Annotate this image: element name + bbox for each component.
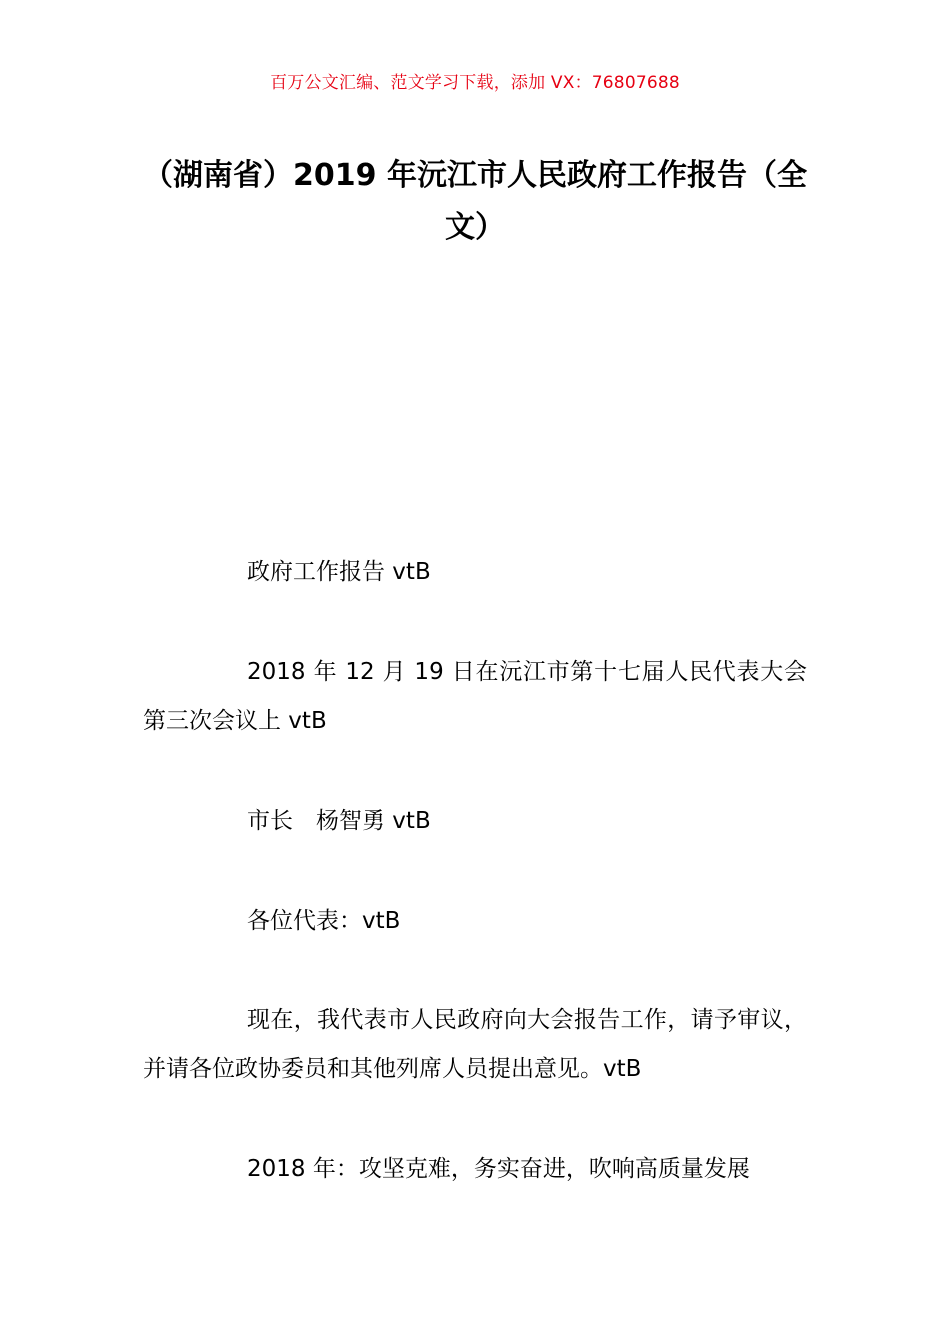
paragraph-meeting-date: 2018 年 12 月 19 日在沅江市第十七届人民代表大会第三次会议上 vtB: [143, 659, 807, 734]
paragraph-salutation: 各位代表：vtB: [247, 908, 401, 934]
document-title: （湖南省）2019 年沅江市人民政府工作报告（全文）: [143, 158, 807, 245]
paragraph-intro: 现在，我代表市人民政府向大会报告工作，请予审议，并请各位政协委员和其他列席人员提出意见。vtB: [143, 1007, 807, 1082]
paragraph-mayor: 市长 杨智勇 vtB: [247, 808, 431, 834]
paragraph-report-label: 政府工作报告 vtB: [247, 559, 431, 585]
promo-header: 百万公文汇编、范文学习下载，添加 VX：76807688: [270, 73, 680, 93]
paragraph-section-heading: 2018 年：攻坚克难，务实奋进，吹响高质量发展: [247, 1156, 750, 1182]
